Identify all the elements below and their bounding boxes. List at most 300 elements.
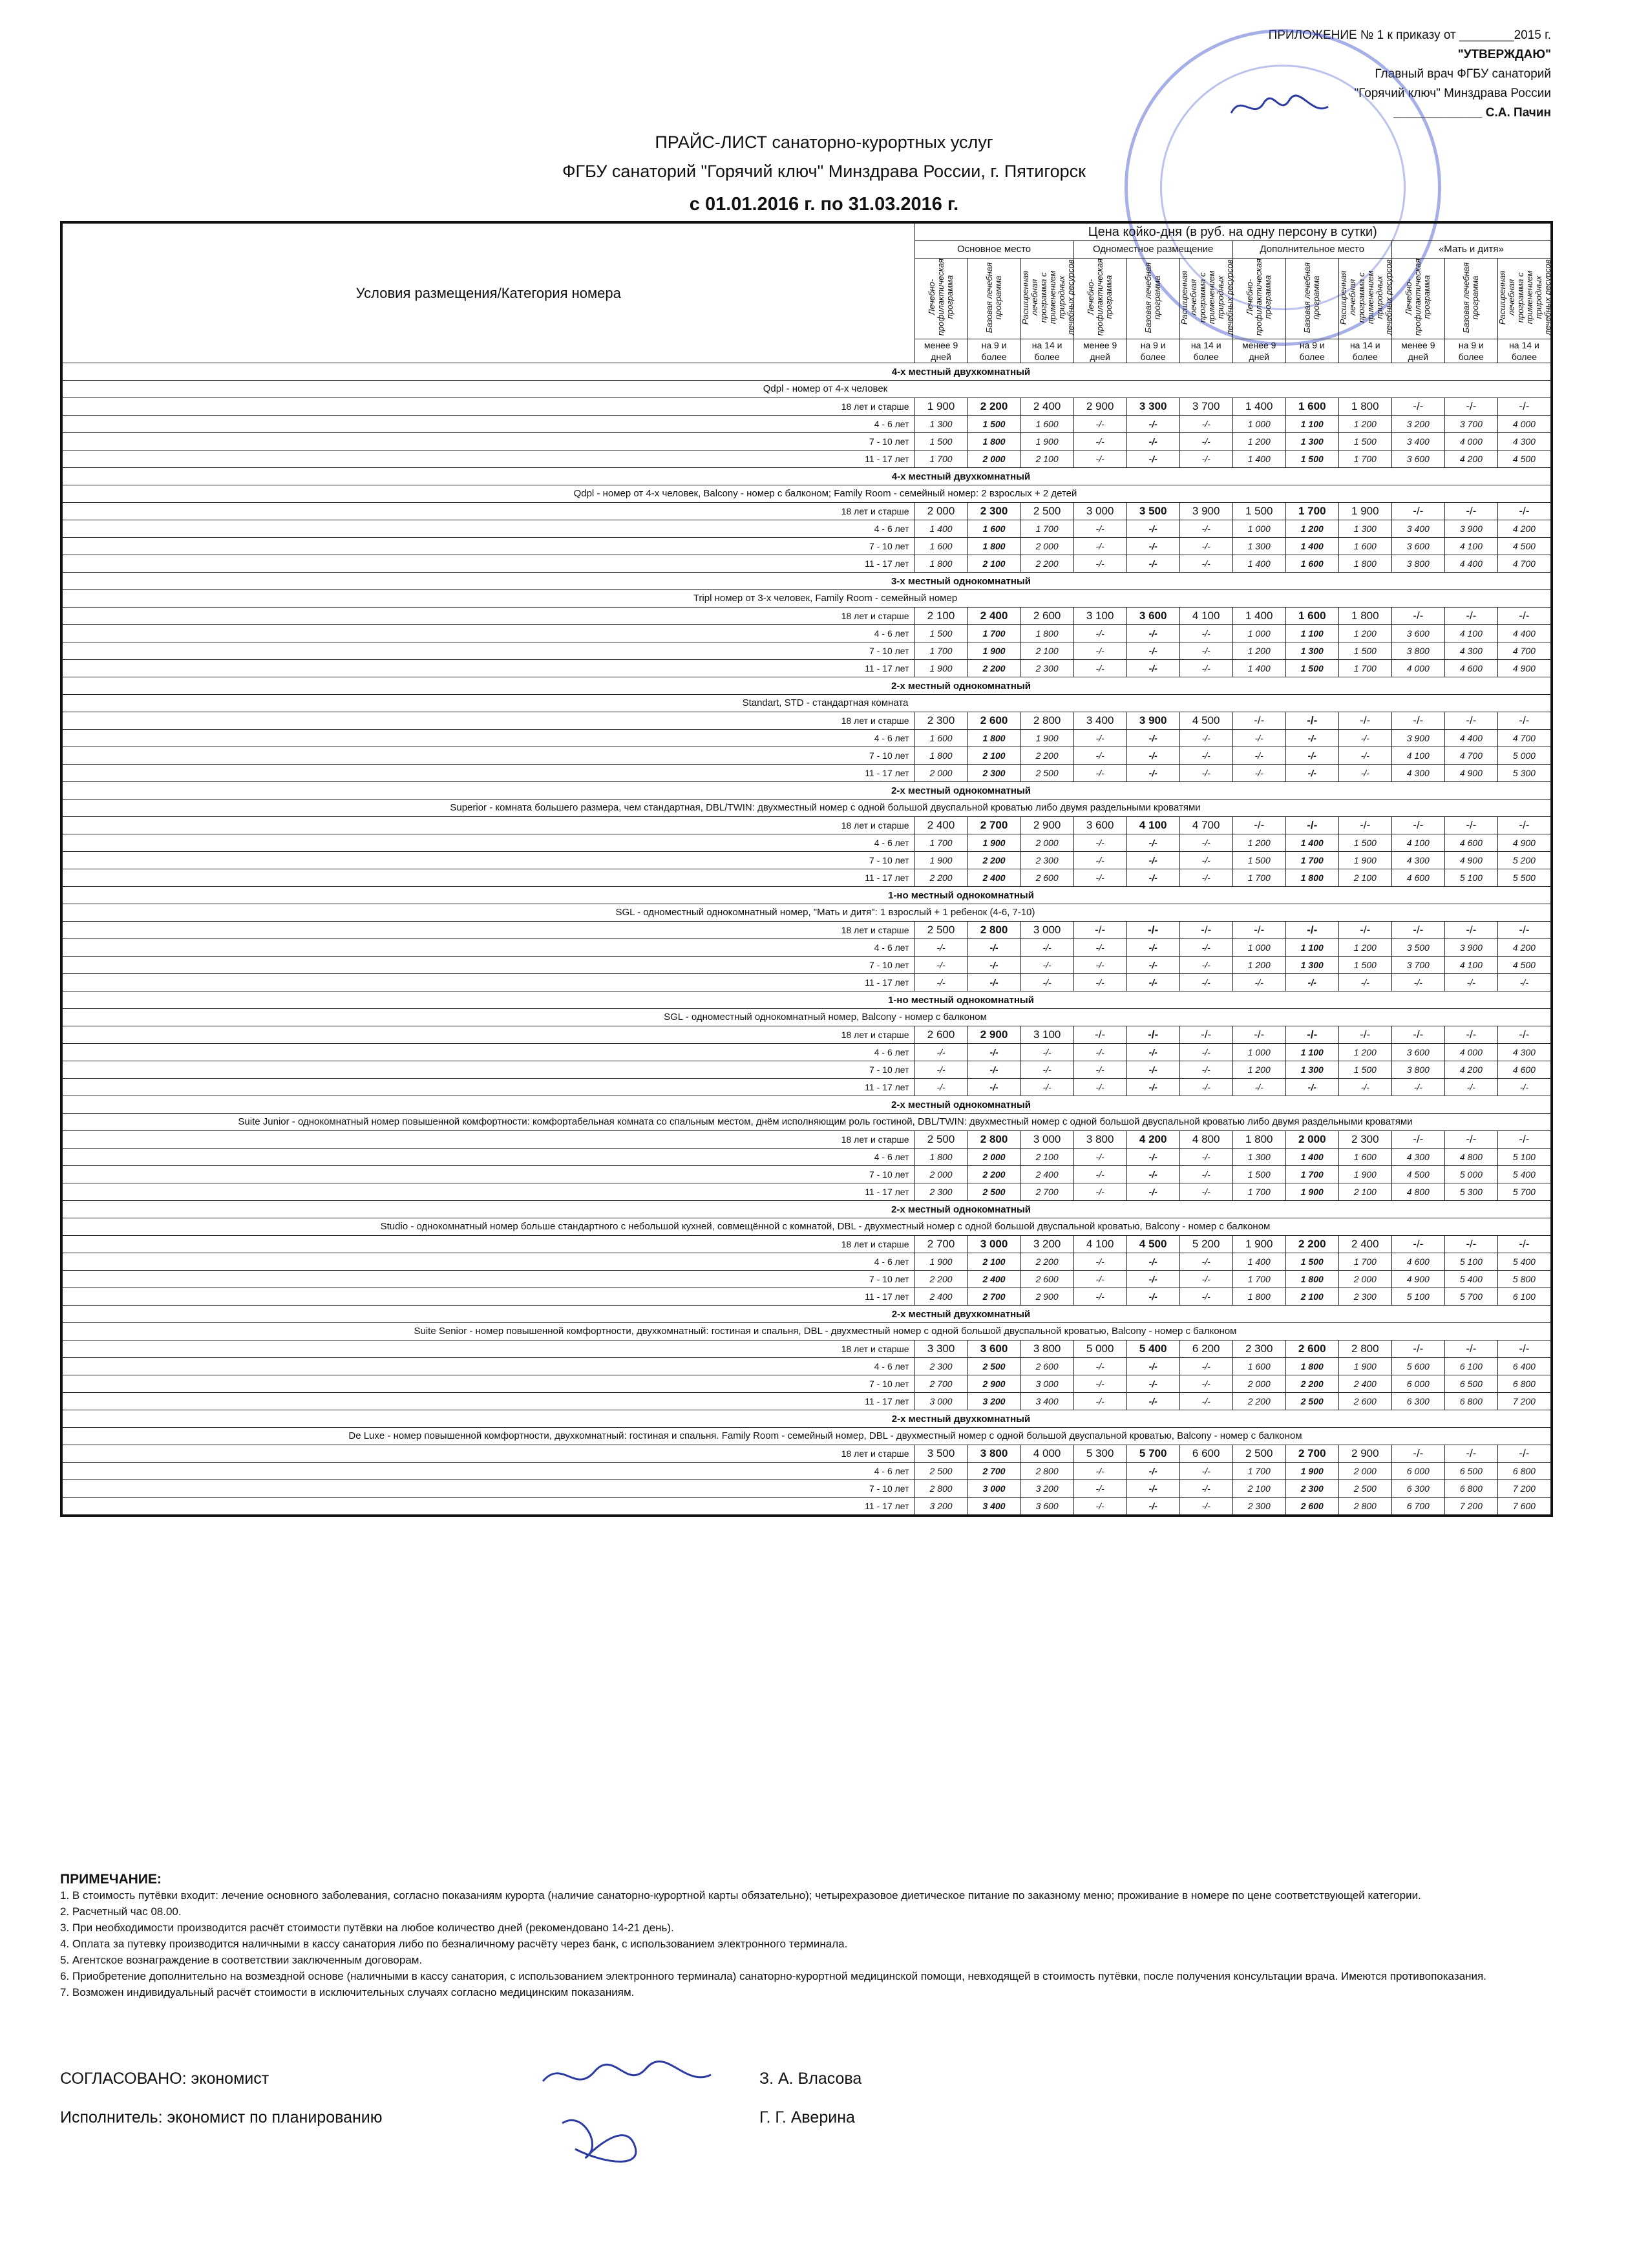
price-cell: -/- [1073,730,1126,747]
price-cell: 3 200 [967,1393,1020,1410]
header-duration: менее 9 дней [1073,339,1126,363]
price-cell: 2 600 [967,712,1020,730]
header-duration: менее 9 дней [914,339,967,363]
price-cell: 3 000 [1073,503,1126,520]
price-cell: 1 900 [1020,730,1073,747]
category-description: Qdpl - номер от 4-х человек, Balcony - номер с балконом; Family Room - семейный номер: 2 взрослых + 2 детей [63,485,1551,503]
header-program [967,259,1020,339]
price-cell: -/- [1126,1288,1179,1306]
age-label: 7 - 10 лет [63,433,915,450]
price-cell: 1 200 [1338,416,1391,433]
price-cell: -/- [1020,974,1073,991]
price-cell: 4 100 [1444,957,1497,974]
price-cell: -/- [1073,1026,1126,1044]
price-cell: -/- [1126,1463,1179,1480]
price-cell: 2 700 [967,817,1020,834]
price-row [63,730,1551,747]
price-cell: -/- [1179,1375,1232,1393]
price-cell: 3 800 [1020,1341,1073,1358]
header-group: «Мать и дитя» [1391,241,1550,259]
price-cell: 1 700 [1232,1183,1285,1201]
approval-line-5: _____________ С.А. Пачин [1393,106,1551,120]
price-cell: -/- [1179,747,1232,765]
price-cell: 1 600 [1338,1149,1391,1166]
price-cell: 1 800 [967,538,1020,555]
price-cell: -/- [967,1044,1020,1061]
price-cell: -/- [1285,765,1338,782]
age-label: 18 лет и старше [63,1445,915,1463]
price-cell: 6 800 [1497,1463,1550,1480]
price-row [63,520,1551,538]
price-cell: 3 200 [1020,1236,1073,1253]
price-table-body [63,363,1551,1515]
age-label: 4 - 6 лет [63,625,915,642]
price-cell: -/- [1126,642,1179,660]
price-cell: -/- [1073,1358,1126,1375]
price-cell: 1 700 [914,450,967,468]
price-cell: -/- [1497,712,1550,730]
price-cell: 2 500 [1285,1393,1338,1410]
price-cell: 4 900 [1391,1271,1444,1288]
price-cell: 3 100 [1020,1026,1073,1044]
price-cell: -/- [1391,503,1444,520]
price-cell: 1 300 [1232,538,1285,555]
price-cell: 2 000 [1338,1271,1391,1288]
price-cell: 4 600 [1391,1253,1444,1271]
note-item: 2. Расчетный час 08.00. [60,1905,182,1918]
price-cell: 1 700 [914,642,967,660]
price-row [63,538,1551,555]
price-cell: 6 300 [1391,1480,1444,1498]
category-title-row [63,573,1551,590]
price-cell: 2 500 [914,922,967,939]
price-cell: 2 000 [1285,1131,1338,1149]
price-cell: 1 600 [1232,1358,1285,1375]
price-cell: 4 300 [1391,1149,1444,1166]
age-label: 7 - 10 лет [63,747,915,765]
price-cell: 1 700 [1338,450,1391,468]
price-cell: -/- [1444,1079,1497,1096]
price-cell: 6 800 [1497,1375,1550,1393]
price-cell: 4 600 [1444,660,1497,677]
price-cell: 3 400 [1391,520,1444,538]
price-cell: -/- [1020,1079,1073,1096]
category-title-row [63,468,1551,485]
price-cell: -/- [1126,1358,1179,1375]
price-cell: 2 100 [967,555,1020,573]
price-cell: 5 200 [1179,1236,1232,1253]
price-cell: 3 000 [967,1236,1020,1253]
price-cell: 5 400 [1497,1166,1550,1183]
executor-label: Исполнитель: экономист по планированию [60,2108,383,2126]
price-cell: -/- [1073,538,1126,555]
price-cell: -/- [1179,450,1232,468]
price-row [63,1131,1551,1149]
price-cell: -/- [1073,1271,1126,1288]
category-title: 1-но местный однокомнатный [63,991,1551,1009]
price-cell: 1 200 [1232,834,1285,852]
price-cell: 2 300 [914,1183,967,1201]
price-cell: 2 000 [914,1166,967,1183]
category-description: Standart, STD - стандартная комната [63,695,1551,712]
price-cell: 2 300 [1020,852,1073,869]
price-cell: -/- [1073,1375,1126,1393]
price-row [63,1480,1551,1498]
price-cell: -/- [1232,817,1285,834]
price-cell: 1 600 [1285,608,1338,625]
price-cell: 1 100 [1285,625,1338,642]
price-cell: -/- [1391,1131,1444,1149]
price-cell: 6 800 [1444,1393,1497,1410]
age-label: 7 - 10 лет [63,1061,915,1079]
price-cell: 6 700 [1391,1498,1444,1515]
price-cell: 3 800 [967,1445,1020,1463]
price-cell: 1 900 [1338,1166,1391,1183]
price-cell: 3 300 [1126,398,1179,416]
price-row [63,1166,1551,1183]
price-row [63,608,1551,625]
price-cell: 6 100 [1444,1358,1497,1375]
price-cell: 2 200 [1020,1253,1073,1271]
price-cell: -/- [1126,1271,1179,1288]
executor-signature [556,2104,646,2168]
price-cell: 6 000 [1391,1375,1444,1393]
age-label: 4 - 6 лет [63,1149,915,1166]
price-cell: -/- [914,1079,967,1096]
price-cell: -/- [1179,520,1232,538]
price-cell: 1 400 [1285,1149,1338,1166]
price-row [63,1183,1551,1201]
price-cell: 4 500 [1497,538,1550,555]
price-cell: -/- [1338,1079,1391,1096]
price-cell: 1 100 [1285,939,1338,957]
price-row [63,1393,1551,1410]
price-cell: 2 700 [1285,1445,1338,1463]
price-cell: 2 300 [1232,1498,1285,1515]
price-cell: 2 700 [914,1236,967,1253]
price-cell: 1 900 [1285,1463,1338,1480]
price-cell: -/- [1444,712,1497,730]
price-cell: -/- [1179,1358,1232,1375]
price-row [63,1079,1551,1096]
price-cell: 4 000 [1497,416,1550,433]
price-cell: 7 600 [1497,1498,1550,1515]
price-cell: 3 900 [1444,520,1497,538]
price-cell: 1 800 [1338,398,1391,416]
price-cell: 4 500 [1497,450,1550,468]
doc-title: ПРАЙС-ЛИСТ санаторно-курортных услуг [655,132,993,152]
price-cell: -/- [1497,817,1550,834]
price-cell: 2 300 [1232,1341,1285,1358]
price-cell: 2 600 [914,1026,967,1044]
price-cell: 2 200 [1020,555,1073,573]
price-cell: 4 400 [1444,555,1497,573]
price-cell: 2 000 [967,1149,1020,1166]
price-cell: -/- [1073,1044,1126,1061]
category-title: 2-х местный однокомнатный [63,1201,1551,1218]
price-cell: 1 700 [1338,660,1391,677]
price-cell: 4 800 [1391,1183,1444,1201]
price-cell: -/- [1126,538,1179,555]
age-label: 7 - 10 лет [63,852,915,869]
price-cell: 5 100 [1444,1253,1497,1271]
price-cell: -/- [1285,712,1338,730]
price-cell: -/- [1126,450,1179,468]
age-label: 4 - 6 лет [63,939,915,957]
price-cell: -/- [1179,1026,1232,1044]
age-label: 7 - 10 лет [63,642,915,660]
age-label: 11 - 17 лет [63,869,915,887]
price-cell: -/- [1444,974,1497,991]
executor-name: Г. Г. Аверина [759,2108,855,2126]
price-cell: -/- [1126,957,1179,974]
age-label: 4 - 6 лет [63,1358,915,1375]
price-cell: 3 200 [914,1498,967,1515]
price-row [63,747,1551,765]
price-cell: 1 900 [1020,433,1073,450]
price-cell: 4 700 [1497,555,1550,573]
price-cell: -/- [1179,1149,1232,1166]
economist-signature [536,2055,717,2101]
price-cell: 1 900 [914,852,967,869]
price-cell: -/- [1126,433,1179,450]
price-cell: 5 300 [1497,765,1550,782]
price-cell: 1 000 [1232,520,1285,538]
price-cell: 1 900 [1232,1236,1285,1253]
price-cell: -/- [1179,939,1232,957]
price-cell: -/- [1497,922,1550,939]
price-cell: 2 800 [1338,1498,1391,1515]
price-cell: -/- [1232,765,1285,782]
price-row [63,1061,1551,1079]
header-program-label: Базовая лечебная программа [1143,262,1163,333]
price-cell: -/- [1126,1166,1179,1183]
price-row [63,660,1551,677]
price-cell: 2 600 [1285,1341,1338,1358]
price-cell: 1 800 [1285,869,1338,887]
price-cell: 1 600 [1020,416,1073,433]
price-cell: -/- [1338,747,1391,765]
price-cell: -/- [1179,869,1232,887]
price-cell: -/- [1126,660,1179,677]
price-cell: 1 300 [1285,433,1338,450]
price-cell: 1 700 [1285,852,1338,869]
price-row [63,642,1551,660]
age-label: 11 - 17 лет [63,1079,915,1096]
price-row [63,416,1551,433]
price-cell: -/- [1179,974,1232,991]
age-label: 7 - 10 лет [63,957,915,974]
price-row [63,817,1551,834]
price-cell: 2 800 [967,1131,1020,1149]
price-cell: -/- [1073,974,1126,991]
price-table-frame [60,221,1553,1517]
price-cell: 5 300 [1073,1445,1126,1463]
price-cell: -/- [1338,922,1391,939]
price-cell: 2 400 [1338,1375,1391,1393]
age-label: 7 - 10 лет [63,538,915,555]
age-label: 7 - 10 лет [63,1375,915,1393]
header-program [914,259,967,339]
price-cell: -/- [1338,730,1391,747]
price-cell: -/- [1126,555,1179,573]
price-cell: -/- [1073,922,1126,939]
price-cell: -/- [1126,1044,1179,1061]
price-cell: -/- [914,1061,967,1079]
price-cell: -/- [1179,642,1232,660]
price-cell: 3 300 [914,1341,967,1358]
price-cell: -/- [914,974,967,991]
price-cell: 4 500 [1179,712,1232,730]
price-cell: 1 900 [914,660,967,677]
price-cell: -/- [1179,1166,1232,1183]
age-label: 4 - 6 лет [63,730,915,747]
price-cell: -/- [1020,957,1073,974]
price-cell: 3 600 [1126,608,1179,625]
price-cell: -/- [1179,922,1232,939]
age-label: 18 лет и старше [63,608,915,625]
header-program [1179,259,1232,339]
price-cell: 1 300 [914,416,967,433]
price-cell: -/- [1073,1288,1126,1306]
price-cell: 2 300 [967,765,1020,782]
category-description: Studio - однокомнатный номер больше стандартного с небольшой кухней, совмещённой с комнатой, DBL - двухместный номер с одной большой двуспальной кроватью, Balcony - номер с балконом [63,1218,1551,1236]
price-cell: 2 700 [967,1288,1020,1306]
price-cell: -/- [1073,869,1126,887]
price-cell: -/- [1391,974,1444,991]
price-row [63,939,1551,957]
price-cell: 5 600 [1391,1358,1444,1375]
header-duration: на 14 и более [1338,339,1391,363]
price-cell: 4 300 [1444,642,1497,660]
price-cell: 4 100 [1126,817,1179,834]
price-cell: -/- [1179,1288,1232,1306]
header-program [1444,259,1497,339]
price-row [63,1341,1551,1358]
price-row [63,1498,1551,1515]
price-cell: 4 700 [1497,642,1550,660]
price-cell: -/- [1073,642,1126,660]
price-cell: 2 500 [914,1131,967,1149]
price-row [63,974,1551,991]
price-cell: -/- [1179,834,1232,852]
price-cell: -/- [1073,1061,1126,1079]
price-cell: 1 700 [1285,1166,1338,1183]
price-cell: -/- [1126,1061,1179,1079]
agreed-label: СОГЛАСОВАНО: экономист [60,2070,269,2088]
price-cell: -/- [1391,1341,1444,1358]
price-cell: 2 300 [1338,1288,1391,1306]
price-cell: -/- [1126,1149,1179,1166]
price-cell: 2 600 [1020,1271,1073,1288]
category-title: 4-х местный двухкомнатный [63,468,1551,485]
price-cell: 1 500 [1285,1253,1338,1271]
note-item: 7. Возможен индивидуальный расчёт стоимости в исключительных случаях согласно медицинским показаниям. [60,1986,635,1998]
price-cell: 4 100 [1444,625,1497,642]
category-description: Suite Senior - номер повышенной комфортности, двухкомнатный: гостиная и спальня, DBL - двухместный номер с одной большой двуспальной кроватью, Balcony - номер с балконом [63,1323,1551,1341]
price-cell: -/- [1073,1253,1126,1271]
price-cell: 6 500 [1444,1463,1497,1480]
category-title-row [63,991,1551,1009]
price-cell: 3 400 [1073,712,1126,730]
price-cell: 2 000 [967,450,1020,468]
age-label: 11 - 17 лет [63,1393,915,1410]
price-cell: 4 500 [1126,1236,1179,1253]
price-cell: 2 000 [914,765,967,782]
category-title-row [63,1306,1551,1323]
price-cell: 4 100 [1391,747,1444,765]
price-cell: 5 800 [1497,1271,1550,1288]
price-cell: -/- [1073,765,1126,782]
price-cell: 4 200 [1444,1061,1497,1079]
age-label: 18 лет и старше [63,503,915,520]
price-cell: 2 900 [1338,1445,1391,1463]
price-cell: 6 600 [1179,1445,1232,1463]
price-cell: -/- [1179,1498,1232,1515]
price-cell: 2 500 [1338,1480,1391,1498]
price-cell: -/- [1179,957,1232,974]
price-cell: 3 800 [1391,1061,1444,1079]
price-cell: 3 400 [1391,433,1444,450]
header-program [1497,259,1550,339]
price-row [63,1044,1551,1061]
price-cell: 1 200 [1232,1061,1285,1079]
price-cell: 1 200 [1232,642,1285,660]
category-desc-row [63,904,1551,922]
price-row [63,398,1551,416]
price-cell: -/- [914,957,967,974]
price-cell: 1 400 [1232,398,1285,416]
price-cell: 1 000 [1232,625,1285,642]
price-cell: -/- [1391,1445,1444,1463]
price-cell: 1 800 [967,433,1020,450]
price-cell: 1 800 [1285,1358,1338,1375]
price-cell: -/- [1497,1236,1550,1253]
price-cell: 1 500 [1338,957,1391,974]
price-cell: 2 200 [1232,1393,1285,1410]
price-cell: 4 000 [1444,1044,1497,1061]
header-program [1338,259,1391,339]
price-cell: 4 200 [1444,450,1497,468]
price-cell: 1 500 [967,416,1020,433]
header-program-label: Лечебно-профилактическая программа [1086,259,1114,336]
price-cell: 1 400 [1232,555,1285,573]
price-cell: -/- [1338,1026,1391,1044]
category-desc-row [63,381,1551,398]
price-cell: -/- [1497,1131,1550,1149]
price-cell: 2 000 [1020,834,1073,852]
header-duration: менее 9 дней [1232,339,1285,363]
price-cell: 4 600 [1444,834,1497,852]
price-cell: 7 200 [1444,1498,1497,1515]
price-cell: -/- [1232,974,1285,991]
category-description: Tripl номер от 3-х человек, Family Room - семейный номер [63,590,1551,608]
price-cell: -/- [1444,1131,1497,1149]
price-cell: 1 800 [914,747,967,765]
price-cell: 1 900 [1338,503,1391,520]
price-cell: 4 800 [1444,1149,1497,1166]
price-cell: -/- [1444,398,1497,416]
category-title-row [63,1201,1551,1218]
category-desc-row [63,1323,1551,1341]
category-description: Superior - комната большего размера, чем стандартная, DBL/TWIN: двухместный номер с одной большой двуспальной кроватью либо двумя раздельными кроватями [63,800,1551,817]
price-cell: 5 000 [1444,1166,1497,1183]
price-cell: 3 600 [967,1341,1020,1358]
price-cell: 1 700 [1232,1463,1285,1480]
price-cell: -/- [1391,398,1444,416]
price-cell: -/- [1285,747,1338,765]
price-cell: 1 800 [967,730,1020,747]
